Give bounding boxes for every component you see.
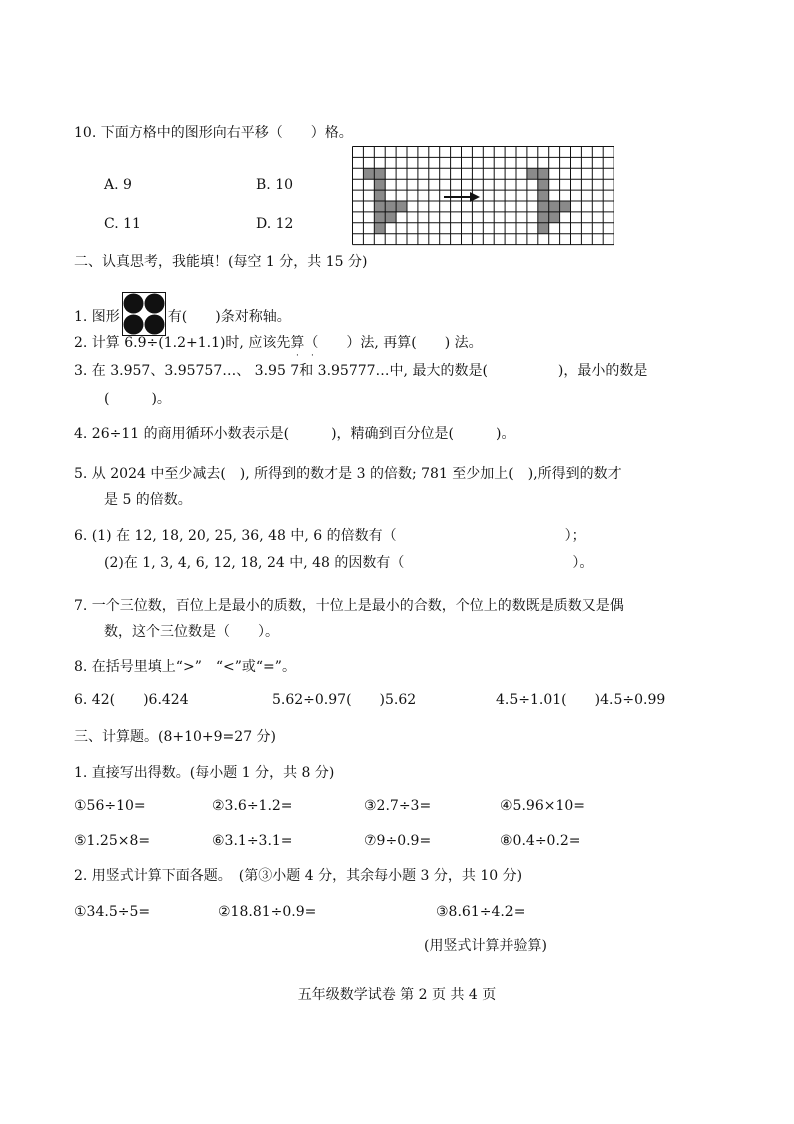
s2-q6-line1: 6. (1) 在 12, 18, 20, 25, 36, 48 中, 6 的倍数有（ ）；: [74, 528, 586, 544]
q10-option-b: B. 10: [256, 177, 294, 193]
q10-option-a: A. 9: [104, 177, 132, 193]
calc-item: ⑥3.1÷3.1=: [212, 833, 293, 849]
shaded-cell: [527, 168, 538, 179]
shaded-cell: [385, 212, 396, 223]
vertical-calc-item: ③8.61÷4.2=: [436, 904, 526, 920]
shaded-cell: [538, 168, 549, 179]
s2-q1-prefix: 1. 图形: [74, 309, 120, 325]
section3-header: 三、计算题。(8+10+9=27 分): [74, 729, 277, 745]
shaded-cell: [538, 223, 549, 234]
shaded-cell: [549, 201, 560, 212]
shaded-cell: [549, 212, 560, 223]
shaded-cell: [538, 190, 549, 201]
calc-item: ②3.6÷1.2=: [212, 798, 293, 814]
s2-q4: 4. 26÷11 的商用循环小数表示是( )，精确到百分位是( )。: [74, 426, 516, 442]
s3-q1: 1. 直接写出得数。(每小题 1 分，共 8 分): [74, 765, 335, 781]
shaded-cell: [374, 179, 385, 190]
s2-q7-line2: 数，这个三位数是（ ）。: [104, 624, 279, 640]
calc-item: ⑤1.25×8=: [74, 833, 151, 849]
calc-item: ⑦9÷0.9=: [364, 833, 432, 849]
s2-q3-line1: 3. 在 3.957、3.95757…、 3.95 7和 3.95777…中, 最大的数是( )，最小的数是: [74, 363, 648, 379]
translation-grid-figure: [352, 146, 614, 250]
s2-q5-line1: 5. 从 2024 中至少减去( ), 所得到的数才是 3 的倍数; 781 至少加上( ),所得到的数才: [74, 466, 622, 482]
s2-q6-line2: (2)在 1, 3, 4, 6, 12, 18, 24 中, 48 的因数有（ ）。: [104, 555, 594, 571]
shaded-cell: [374, 201, 385, 212]
shaded-cell: [374, 190, 385, 201]
s3-q2: 2. 用竖式计算下面各题。 (第③小题 4 分，其余每小题 3 分，共 10 分): [74, 868, 523, 884]
verify-note: (用竖式计算并验算): [424, 938, 547, 954]
s2-q8-item-c: 4.5÷1.01( )4.5÷0.99: [496, 692, 666, 708]
s2-q8-item-b: 5.62÷0.97( )5.62: [272, 692, 417, 708]
repeating-dot-mark: ·: [296, 351, 299, 361]
vertical-calc-item: ①34.5÷5=: [74, 904, 151, 920]
page-footer: 五年级数学试卷 第 2 页 共 4 页: [297, 987, 497, 1003]
section2-header: 二、认真思考，我能填！(每空 1 分，共 15 分): [74, 254, 368, 270]
vertical-calc-item: ②18.81÷0.9=: [218, 904, 317, 920]
s2-q2: 2. 计算 6.9÷(1.2+1.1)时, 应该先算（ ）法, 再算( ) 法。: [74, 335, 483, 351]
q10-option-c: C. 11: [104, 216, 141, 232]
shaded-cell: [374, 168, 385, 179]
shaded-cell: [396, 201, 407, 212]
calc-item: ⑧0.4÷0.2=: [500, 833, 581, 849]
shaded-cell: [374, 223, 385, 234]
s2-q7-line1: 7. 一个三位数，百位上是最小的质数，十位上是最小的合数，个位上的数既是质数又是偶: [74, 598, 624, 614]
s2-q8-item-a: 6. 42( )6.424: [74, 692, 189, 708]
shaded-cell: [538, 179, 549, 190]
shaded-cell: [363, 168, 374, 179]
calc-item: ①56÷10=: [74, 798, 146, 814]
q10-stem: 10. 下面方格中的图形向右平移（ ）格。: [74, 125, 353, 141]
s2-q1-suffix: 有( )条对称轴。: [167, 309, 291, 325]
q10-option-d: D. 12: [256, 216, 294, 232]
shaded-cell: [560, 201, 571, 212]
shaded-cell: [385, 201, 396, 212]
s2-q8: 8. 在括号里填上“>” “<”或“=”。: [74, 659, 296, 675]
repeating-dot-mark: ·: [311, 351, 314, 361]
s2-q5-line2: 是 5 的倍数。: [104, 492, 192, 508]
shaded-cell: [374, 212, 385, 223]
shaded-cell: [538, 212, 549, 223]
shaded-cell: [538, 201, 549, 212]
s2-q3-line2: ( )。: [104, 391, 171, 407]
calc-item: ③2.7÷3=: [364, 798, 432, 814]
calc-item: ④5.96×10=: [500, 798, 585, 814]
